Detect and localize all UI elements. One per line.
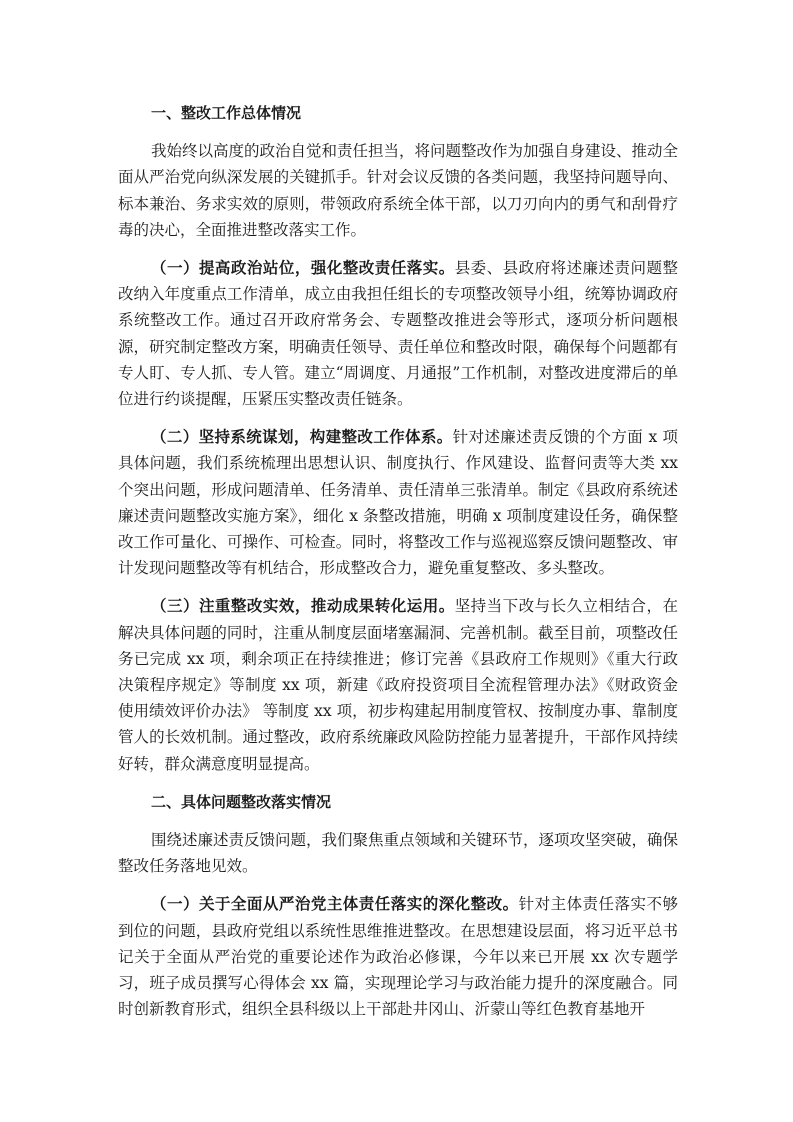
paragraph-lead: （一）提高政治站位，强化整改责任落实。 — [151, 258, 455, 278]
document-body — [118, 100, 678, 1035]
paragraph-lead: （二）坚持系统谋划，构建整改工作体系。 — [151, 427, 453, 447]
paragraph-specific-intro: 围绕述廉述责反馈问题，我们聚焦重点领域和关键环节，逐项攻坚突破，确保整改任务落地见效。 — [118, 831, 679, 876]
paragraph-item-effectiveness — [118, 593, 678, 776]
section-heading-overall: 一、整改工作总体情况 — [151, 104, 302, 122]
paragraph-body: 坚持当下改与长久立相结合，在解决具体问题的同时，注重从制度层面堵塞漏洞、完善机制。截至目前，项整改任务已完成 xx 项，剩余项正在持续推进；修订完善《县政府工作规则》《重大行政决策程序规定》等制度 xx 项，新建《政府投资项目全流程管理办法》《财政资金使用绩效评价办法》 等制度 xx 项，初步构建起用制度管权、按制度办事、靠制度管人的长效机制。通过整改，政府系统廉政风险防控能力显著提升，干部作风持续好转，群众满意度明显提高。 — [118, 597, 678, 773]
paragraph-item-political-stance — [118, 255, 678, 412]
paragraph-item-system-planning — [118, 424, 678, 581]
section-heading-specific: 二、具体问题整改落实情况 — [151, 792, 332, 811]
paragraph-body: 针对主体责任落实不够到位的问题，县政府党组以系统性思维推进整改。在思想建设层面，将习近平总书记关于全面从严治党的重要论述作为政治必修课，今年以来已开展 xx 次专题学习，班子成员撰写心得体会 xx 篇，实现理论学习与政治能力提升的深度融合。同时创新教育形式，组织全县科级以上干部赴井冈山、沂蒙山等红色教育基地开 — [118, 895, 678, 1019]
paragraph-body: 县委、县政府将述廉述责问题整改纳入年度重点工作清单，成立由我担任组长的专项整改领导小组，统筹协调政府系统整改工作。通过召开政府常务会、专题整改推进会等形式，逐项分析问题根源，研究制定整改方案，明确责任领导、责任单位和整改时限，确保每个问题都有专人盯、专人抓、专人管。建立“周调度、月通报”工作机制，对整改进度滞后的单位进行约谈提醒，压紧压实整改责任链条。 — [118, 259, 678, 409]
paragraph-lead: （三）注重整改实效，推动成果转化运用。 — [151, 596, 455, 616]
paragraph-body: 针对述廉述责反馈的个方面 x 项具体问题，我们系统梳理出思想认识、制度执行、作风建设、监督问责等大类 xx 个突出问题，形成问题清单、任务清单、责任清单三张清单。制定《县政府系统述廉述责问题整改实施方案》，细化 x 条整改措施，明确 x 项制度建设任务，确保整改工作可量化、可操作、可检查。同时，将整改工作与巡视巡察反馈问题整改、审计发现问题整改等有机结合，形成整改合力，避免重复整改、多头整改。 — [118, 428, 678, 578]
paragraph-lead: （一）关于全面从严治党主体责任落实的深化整改。 — [151, 894, 519, 914]
paragraph-item-party-responsibility — [118, 891, 678, 1022]
paragraph-overall-intro: 我始终以高度的政治自觉和责任担当，将问题整改作为加强自身建设、推动全面从严治党向纵深发展的关键抓手。针对会议反馈的各类问题，我坚持问题导向、标本兼治、务求实效的原则，带领政府系统全体干部，以刀刃向内的勇气和刮骨疗毒的决心，全面推进整改落实工作。 — [118, 142, 679, 239]
